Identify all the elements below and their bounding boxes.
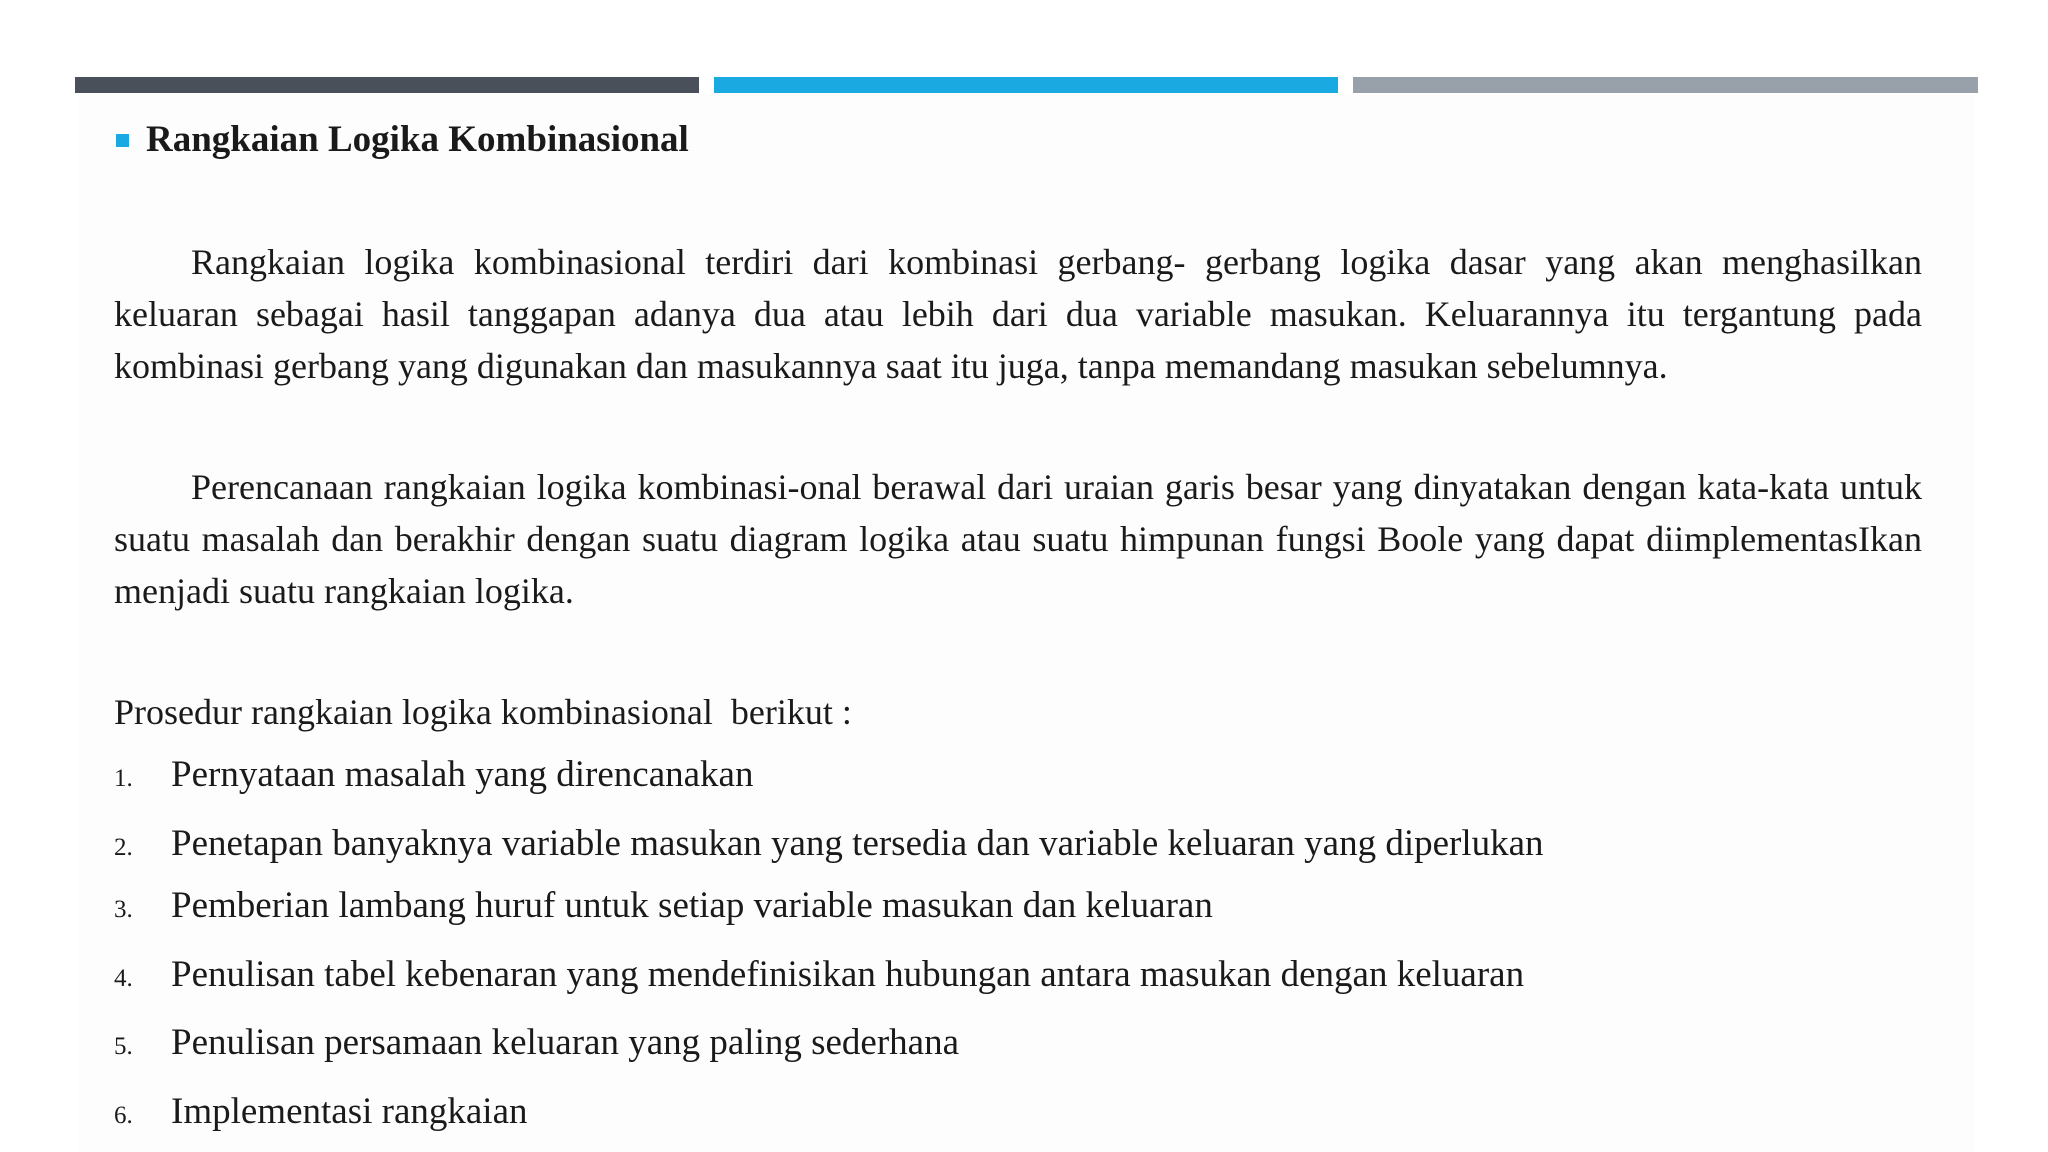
list-item: [114, 751, 753, 803]
list-number: 5.: [114, 1033, 133, 1060]
header-bar-blue: [714, 77, 1338, 93]
slide-heading: [116, 118, 689, 162]
list-item: [114, 951, 1524, 1003]
header-bar-dark: [75, 77, 699, 93]
list-item: [114, 820, 1544, 872]
list-item-text: Implementasi rangkaian: [171, 1091, 528, 1132]
list-item: [114, 1019, 959, 1071]
heading-text: Rangkaian Logika Kombinasional: [146, 119, 689, 160]
list-item-text: Penetapan banyaknya variable masukan yang tersedia dan variable keluaran yang diperlukan: [171, 823, 1544, 864]
list-number: 4.: [114, 965, 133, 992]
list-item-text: Pernyataan masalah yang direncanakan: [171, 754, 754, 795]
paragraph-definition: Rangkaian logika kombinasional terdiri dari kombinasi gerbang- gerbang logika dasar yang akan menghasilkan keluaran sebagai hasil tanggapan adanya dua atau lebih dari dua variable masukan. Keluarannya itu tergantung pada kombinasi gerbang yang digunakan dan masukannya saat itu juga, tanpa memandang masukan sebelumnya.: [114, 242, 1922, 386]
list-number: 6.: [114, 1102, 133, 1129]
header-bar-gray: [1353, 77, 1978, 93]
list-item: [114, 882, 1213, 934]
list-item-text: Penulisan persamaan keluaran yang paling sederhana: [171, 1022, 960, 1063]
procedure-intro: Prosedur rangkaian logika kombinasional berikut :: [114, 692, 852, 732]
list-number: 2.: [114, 834, 133, 861]
list-number: 1.: [114, 765, 133, 792]
list-item-text: Penulisan tabel kebenaran yang mendefinisikan hubungan antara masukan dengan keluaran: [171, 954, 1525, 995]
paragraph-planning: Perencanaan rangkaian logika kombinasi-onal berawal dari uraian garis besar yang dinyatakan dengan kata-kata untuk suatu masalah dan berakhir dengan suatu diagram logika atau suatu himpunan fungsi Boole yang dapat diimplementasIkan menjadi suatu rangkaian logika.: [114, 467, 1922, 611]
list-item: [114, 1088, 528, 1140]
list-number: 3.: [114, 896, 133, 923]
square-bullet-icon: [116, 134, 129, 147]
list-item-text: Pemberian lambang huruf untuk setiap variable masukan dan keluaran: [171, 885, 1213, 926]
